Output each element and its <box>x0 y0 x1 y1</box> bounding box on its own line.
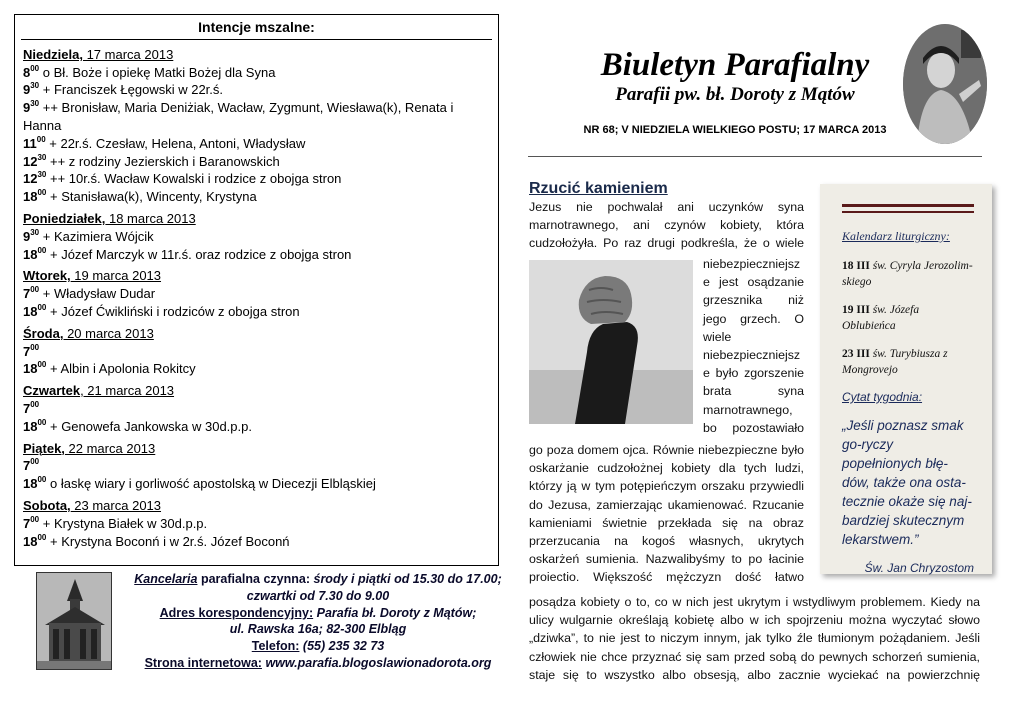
mass-minute: 30 <box>30 227 40 237</box>
header-divider <box>528 156 982 157</box>
mass-minute: 00 <box>30 63 40 73</box>
liturgical-sidebar <box>820 184 992 574</box>
office-hours-2: czwartki od 7.30 do 9.00 <box>246 588 390 603</box>
mass-row <box>23 400 490 418</box>
office-hours-1: środy i piątki od 15.30 do 17.00; <box>310 572 502 586</box>
article-line: e jest osądzanie <box>703 275 804 290</box>
mass-row <box>23 153 490 171</box>
article-line: jego grzech. O <box>703 311 804 326</box>
day-heading <box>23 440 490 458</box>
article-line: przerzucania na kogoś własnych, ukrytych <box>529 534 804 549</box>
phone-number: (55) 235 32 73 <box>299 639 385 654</box>
saint-portrait <box>903 24 987 144</box>
mass-row <box>23 246 490 264</box>
day-name: Wtorek, <box>23 268 71 284</box>
mass-hour: 18 <box>23 418 38 434</box>
mass-row <box>23 533 490 551</box>
masthead <box>560 46 910 106</box>
article-line: marnotrawnego, ani czynów kobiety, która <box>529 218 804 233</box>
article-line: którzy ją w tym potępieńczym orszaku przywiedli <box>529 479 804 494</box>
address-parish: Parafia bł. Doroty z Mątów; <box>313 605 477 620</box>
mass-hour: 7 <box>23 515 31 531</box>
article-line: ulicy wulgarnie określają kobietę albo w ich spojrzeniu można wyczytać słowo <box>529 613 980 628</box>
calendar-saint: św. Cyryla Jerozolim-skiego <box>842 260 973 288</box>
mass-intention: o łaskę wiary i gorliwość apostolską w Diecezji Elbląskiej <box>46 476 376 492</box>
calendar-entry <box>842 302 974 334</box>
mass-hour: 18 <box>23 533 38 549</box>
sidebar-bar-bottom <box>842 211 974 213</box>
mass-row <box>23 135 490 153</box>
calendar-day: 18 III <box>842 260 870 272</box>
mass-hour: 18 <box>23 303 38 319</box>
mass-intention: + Józef Ćwikliński i rodziców z obojga stron <box>46 303 300 319</box>
article-line: brata syna <box>703 384 804 399</box>
mass-hour: 18 <box>23 361 38 377</box>
office-info <box>118 571 518 672</box>
mass-minute: 00 <box>30 457 40 467</box>
mass-minute: 00 <box>37 360 47 370</box>
mass-row <box>23 418 490 436</box>
day-name: Piątek, <box>23 440 65 456</box>
day-name: Sobota, <box>23 497 71 513</box>
intentions-days <box>23 46 490 551</box>
website-link[interactable]: www.parafia.blogoslawionadorota.org <box>261 655 492 670</box>
church-icon <box>37 573 112 670</box>
intentions-title: Intencje mszalne: <box>21 19 492 40</box>
church-photo <box>36 572 112 670</box>
calendar-saint: św. Józefa Oblubieńca <box>842 304 920 332</box>
day-heading <box>23 382 490 400</box>
article-line: bo pozostawiało <box>703 420 804 435</box>
mass-hour: 7 <box>23 286 31 302</box>
article-text-wide <box>529 593 980 684</box>
article-line: wiele <box>703 329 732 344</box>
mass-minute: 00 <box>30 285 40 295</box>
mass-minute: 00 <box>37 532 47 542</box>
day-block <box>23 325 490 378</box>
mass-row <box>23 303 490 321</box>
mass-intention: + Franciszek Łęgowski w 22r.ś. <box>39 82 224 98</box>
mass-hour: 12 <box>23 171 38 187</box>
fist-with-stone-photo <box>529 260 693 424</box>
fist-stone-icon <box>529 260 693 424</box>
article-line: człowiek nie chce przyznać się sam przed sobą do pewnych schorzeń sumienia, <box>529 649 980 664</box>
bulletin-subtitle: Parafii pw. bł. Doroty z Mątów <box>615 84 855 105</box>
mass-hour: 18 <box>23 246 38 262</box>
mass-intention: + Krystyna Białek w 30d.p.p. <box>39 515 208 531</box>
mass-hour: 18 <box>23 476 38 492</box>
mass-minute: 30 <box>37 152 47 162</box>
mass-row <box>23 228 490 246</box>
website-label: Strona internetowa: <box>144 655 262 670</box>
mass-intention: + Stanisława(k), Wincenty, Krystyna <box>46 189 257 205</box>
mass-row <box>23 457 490 475</box>
mass-hour: 9 <box>23 228 31 244</box>
article-line: Jezus nie pochwalał ani uczynków syna <box>529 200 804 214</box>
day-block <box>23 382 490 435</box>
mass-intention: + Krystyna Boconń i w 2r.ś. Józef Boconń <box>46 533 290 549</box>
article-line: niebezpieczniejsz <box>703 348 801 363</box>
mass-minute: 30 <box>37 170 47 180</box>
bulletin-title: Biuletyn Parafialny <box>600 47 870 83</box>
phone-label: Telefon: <box>251 639 300 654</box>
day-heading <box>23 497 490 515</box>
day-heading <box>23 210 490 228</box>
mass-intention: + Józef Marczyk w 11r.ś. oraz rodzice z obojga stron <box>46 246 352 262</box>
mass-row <box>23 170 490 188</box>
mass-intention: + Albin i Apolonia Rokitcy <box>46 361 196 377</box>
mass-row <box>23 99 490 135</box>
article-text-beside-photo <box>703 255 804 437</box>
mass-intentions-box <box>14 14 499 566</box>
calendar-saint: św. Turybiusza z Mongrovejo <box>842 348 948 376</box>
mass-intention: + Władysław Dudar <box>39 286 156 302</box>
article-line: proiectio. Większość mężczyzn dość łatwo <box>529 570 804 585</box>
mass-row <box>23 360 490 378</box>
article-line: staje się to wszystko albo obsesją, albo zacznie wyciekać na powierzchnię <box>529 667 980 682</box>
sidebar-bar-top <box>842 204 974 207</box>
mass-minute: 00 <box>37 188 47 198</box>
mass-row <box>23 285 490 303</box>
day-date: 22 marca 2013 <box>64 440 156 456</box>
article-text-top <box>529 198 804 253</box>
mass-hour: 7 <box>23 458 31 474</box>
article-line: oskarżanie cudzołożnej kobiety dla tych ludzi, <box>529 461 804 476</box>
mass-hour: 8 <box>23 64 31 80</box>
day-date: 18 marca 2013 <box>105 210 196 226</box>
mass-minute: 00 <box>36 134 46 144</box>
mass-intention: ++ 10r.ś. Wacław Kowalski i rodzice z obojga stron <box>46 171 342 187</box>
day-block <box>23 210 490 263</box>
day-block <box>23 497 490 550</box>
calendar-title: Kalendarz liturgiczny: <box>842 229 950 243</box>
mass-minute: 00 <box>37 302 47 312</box>
quote-heading: Cytat tygodnia: <box>842 390 923 404</box>
mass-row <box>23 515 490 533</box>
article-text-middle <box>529 441 804 587</box>
mass-intention: ++ Bronisław, Maria Deniżiak, Wacław, Zygmunt, Wiesława(k), Renata i Hanna <box>23 100 454 133</box>
article-title: Rzucić kamieniem <box>529 180 668 197</box>
article-line: marnotrawnego, <box>703 402 793 417</box>
mass-row <box>23 475 490 493</box>
article-line: go poza domem ojca. Równie niebezpieczne było <box>529 443 804 457</box>
day-block <box>23 267 490 320</box>
portrait-icon <box>903 24 987 144</box>
mass-hour: 7 <box>23 400 31 416</box>
mass-row <box>23 343 490 361</box>
mass-hour: 9 <box>23 82 31 98</box>
article-line: do Jezusa, zamierzając ukamienować. Rzucanie <box>529 497 804 512</box>
day-block <box>23 46 490 206</box>
calendar-entry <box>842 258 974 290</box>
mass-minute: 00 <box>37 245 47 255</box>
mass-minute: 00 <box>30 514 40 524</box>
mass-minute: 00 <box>30 342 40 352</box>
mass-hour: 12 <box>23 153 38 169</box>
calendar-entries <box>842 258 974 378</box>
day-date: 19 marca 2013 <box>70 268 162 284</box>
day-name: Czwartek <box>23 383 81 399</box>
mass-row <box>23 81 490 99</box>
mass-hour: 7 <box>23 343 31 359</box>
mass-row <box>23 188 490 206</box>
article-line: „dziwka”, to nie jest to niczym innym, jak tylko źle tłumionym pożądaniem. Jeśli <box>529 631 980 646</box>
day-heading <box>23 325 490 343</box>
office-open: parafialna czynna: <box>197 572 311 586</box>
mass-intention: + Genowefa Jankowska w 30d.p.p. <box>46 418 252 434</box>
quote-text: „Jeśli poznasz smak go-ryczy popełnionych błę-dów, także ona osta-tecznie okaże się naj-bardziej skutecznym lekarstwem.” <box>842 418 972 547</box>
day-date: 17 marca 2013 <box>82 46 174 62</box>
article-line: oskarżeń sumienia. Nazwalibyśmy to po łacinie <box>529 552 804 567</box>
mass-hour: 11 <box>23 135 37 151</box>
day-block <box>23 440 490 493</box>
quote-author: Św. Jan Chryzostom <box>864 561 974 575</box>
article-line: grzesznika niż <box>703 293 804 308</box>
mass-hour: 9 <box>23 100 31 116</box>
mass-intention: o Bł. Boże i opiekę Matki Bożej dla Syna <box>39 64 276 80</box>
day-date: 20 marca 2013 <box>63 325 154 341</box>
article-line: posądza kobiety o to, co w nich jest ukrytym i wstydliwym problemem. Kiedy na <box>529 595 980 609</box>
day-name: Niedziela, <box>23 46 83 62</box>
calendar-day: 19 III <box>842 304 870 316</box>
mass-minute: 00 <box>37 417 47 427</box>
mass-intention: ++ z rodziny Jezierskich i Baranowskich <box>46 153 280 169</box>
article-line: kamieniami świetnie przekłada się na obraz <box>529 515 804 530</box>
article-line: niebezpieczniejsz <box>703 257 801 271</box>
mass-intention: + 22r.ś. Czesław, Helena, Antoni, Władysław <box>45 135 306 151</box>
day-heading <box>23 46 490 64</box>
mass-minute: 30 <box>30 81 40 91</box>
mass-minute: 00 <box>30 399 40 409</box>
mass-hour: 18 <box>23 189 38 205</box>
day-name: Poniedziałek, <box>23 210 106 226</box>
address-label: Adres korespondencyjny: <box>159 605 314 620</box>
calendar-entry <box>842 346 974 378</box>
day-date: , 21 marca 2013 <box>80 383 175 399</box>
day-name: Środa, <box>23 325 64 341</box>
mass-minute: 00 <box>37 475 47 485</box>
day-date: 23 marca 2013 <box>70 497 162 513</box>
address-street: ul. Rawska 16a; 82-300 Elbląg <box>229 622 407 637</box>
day-heading <box>23 267 490 285</box>
mass-row <box>23 64 490 82</box>
article-line: e było zgorszenie <box>703 366 804 381</box>
office-label: Kancelaria <box>134 572 198 586</box>
mass-intention: + Kazimiera Wójcik <box>39 228 154 244</box>
calendar-day: 23 III <box>842 348 870 360</box>
issue-line: NR 68; V NIEDZIELA WIELKIEGO POSTU; 17 MARCA 2013 <box>583 124 887 136</box>
mass-minute: 30 <box>30 99 40 109</box>
article-line: cudzołożyła. Po raz drugi podkreśla, że o wiele <box>529 236 804 251</box>
